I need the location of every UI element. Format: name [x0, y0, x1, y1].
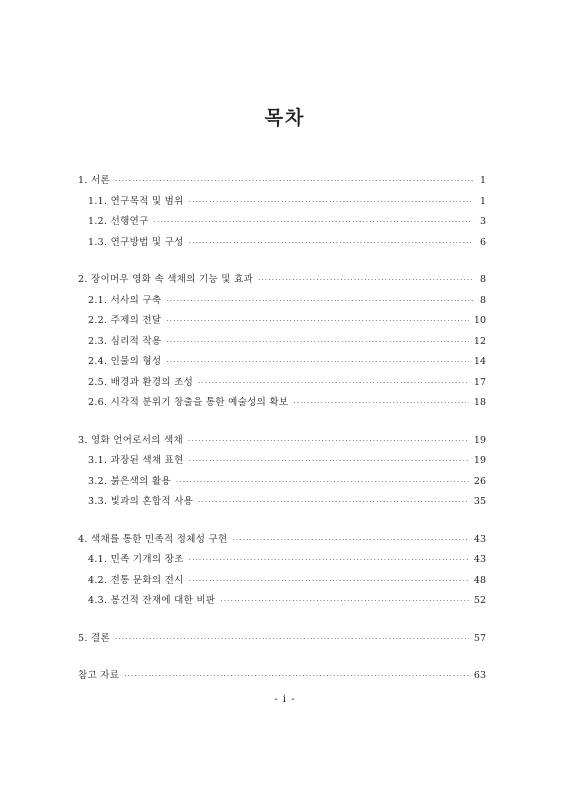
- toc-item[interactable]: [78, 550, 486, 571]
- toc-label: 3.2. 붉은색의 활용: [88, 475, 171, 487]
- toc-page-number: 1: [479, 175, 486, 186]
- toc-page-number: 19: [473, 455, 486, 466]
- toc-item[interactable]: [78, 352, 486, 373]
- toc-section-references: [78, 666, 486, 687]
- dot-leader: [189, 550, 469, 571]
- toc-label: 3.1. 과장된 색채 표현: [88, 455, 184, 466]
- dot-leader: [166, 291, 473, 312]
- toc-page-number: 10: [473, 315, 486, 326]
- toc-heading[interactable]: [78, 431, 486, 452]
- toc-heading[interactable]: [78, 171, 486, 192]
- dot-leader: [166, 332, 469, 353]
- toc-page-number: 43: [473, 533, 486, 545]
- toc-section-4: [78, 530, 486, 612]
- toc-page-number: 48: [473, 574, 486, 586]
- toc-page-number: 6: [479, 236, 486, 248]
- dot-leader: [189, 192, 473, 213]
- toc-label: 3. 영화 언어로서의 색채: [78, 434, 183, 446]
- toc-page-number: 19: [473, 434, 486, 446]
- toc-label: 2.1. 서사의 구축: [88, 294, 162, 306]
- dot-leader: [189, 233, 473, 254]
- toc-page-number: 14: [473, 356, 486, 367]
- toc-item[interactable]: [78, 233, 486, 254]
- toc-label: 1.1. 연구목적 및 범위: [88, 195, 184, 207]
- toc-label: 2.6. 시각적 분위기 창출을 통한 예술성의 확보: [88, 397, 289, 408]
- toc-heading[interactable]: [78, 629, 486, 650]
- toc-heading[interactable]: [78, 530, 486, 551]
- toc-page-number: 52: [473, 595, 486, 606]
- toc-item[interactable]: [78, 492, 486, 513]
- toc-label: 1.3. 연구방법 및 구성: [88, 236, 184, 248]
- dot-leader: [198, 492, 469, 513]
- toc-label: 4.1. 민족 기개의 장조: [88, 554, 184, 565]
- toc-label: 2.5. 배경과 환경의 조성: [88, 376, 194, 388]
- toc-page-number: 57: [473, 632, 486, 644]
- toc-section-5: [78, 629, 486, 650]
- toc-label: 4.2. 전통 문화의 전시: [88, 574, 184, 586]
- dot-leader: [189, 571, 469, 592]
- toc-page-number: 12: [473, 335, 486, 347]
- toc-section-3: [78, 431, 486, 513]
- toc-page-number: 35: [473, 496, 486, 507]
- dot-leader: [115, 629, 469, 650]
- dot-leader: [220, 591, 469, 612]
- dot-leader: [166, 311, 469, 332]
- dot-leader: [198, 373, 469, 394]
- toc-label: 4. 색채를 통한 민족적 정체성 구현: [78, 533, 228, 545]
- toc-label: 2.4. 인물의 형성: [88, 356, 162, 367]
- toc-section-1: [78, 171, 486, 253]
- toc-page-number: 3: [479, 216, 486, 227]
- toc-page-number: 1: [479, 195, 486, 207]
- toc-page-number: 43: [473, 554, 486, 565]
- toc-label: 참고 자료: [78, 670, 120, 681]
- toc-label: 1. 서론: [78, 175, 110, 186]
- toc-item[interactable]: [78, 212, 486, 233]
- toc-page-number: 17: [473, 376, 486, 388]
- toc-heading[interactable]: [78, 270, 486, 291]
- toc-item[interactable]: [78, 332, 486, 353]
- toc-item[interactable]: [78, 373, 486, 394]
- dot-leader: [188, 431, 469, 452]
- toc-label: 4.3. 봉건적 잔재에 대한 비판: [88, 595, 216, 606]
- toc-page-number: 8: [479, 294, 486, 306]
- toc-page-number: 18: [473, 397, 486, 408]
- toc-label: 2.2. 주제의 전달: [88, 315, 162, 326]
- dot-leader: [166, 352, 469, 373]
- toc-page-number: 26: [473, 475, 486, 487]
- page-title: 목차: [264, 107, 306, 129]
- toc-heading[interactable]: [78, 666, 486, 687]
- toc-label: 2. 장이머우 영화 속 색채의 기능 및 효과: [78, 274, 254, 285]
- dot-leader: [293, 393, 469, 414]
- dot-leader: [115, 171, 473, 192]
- toc-page-number: 8: [479, 274, 486, 285]
- dot-leader: [232, 530, 468, 551]
- dot-leader: [124, 666, 469, 687]
- dot-leader: [189, 451, 469, 472]
- toc-item[interactable]: [78, 393, 486, 414]
- toc-item[interactable]: [78, 192, 486, 213]
- toc-item[interactable]: [78, 571, 486, 592]
- toc-page-number: 63: [473, 670, 486, 681]
- toc-label: 2.3. 심리적 작용: [88, 335, 162, 347]
- toc-label: 1.2. 선행연구: [88, 216, 149, 227]
- toc-section-2: [78, 270, 486, 414]
- toc-item[interactable]: [78, 591, 486, 612]
- toc-label: 5. 결론: [78, 632, 110, 644]
- dot-leader: [258, 270, 473, 291]
- toc-item[interactable]: [78, 451, 486, 472]
- page-number-footer: - i -: [274, 694, 296, 705]
- dot-leader: [154, 212, 473, 233]
- toc-item[interactable]: [78, 291, 486, 312]
- table-of-contents: [78, 171, 486, 704]
- toc-item[interactable]: [78, 311, 486, 332]
- toc-label: 3.3. 빛과의 혼합적 사용: [88, 496, 194, 507]
- dot-leader: [176, 472, 469, 493]
- toc-item[interactable]: [78, 472, 486, 493]
